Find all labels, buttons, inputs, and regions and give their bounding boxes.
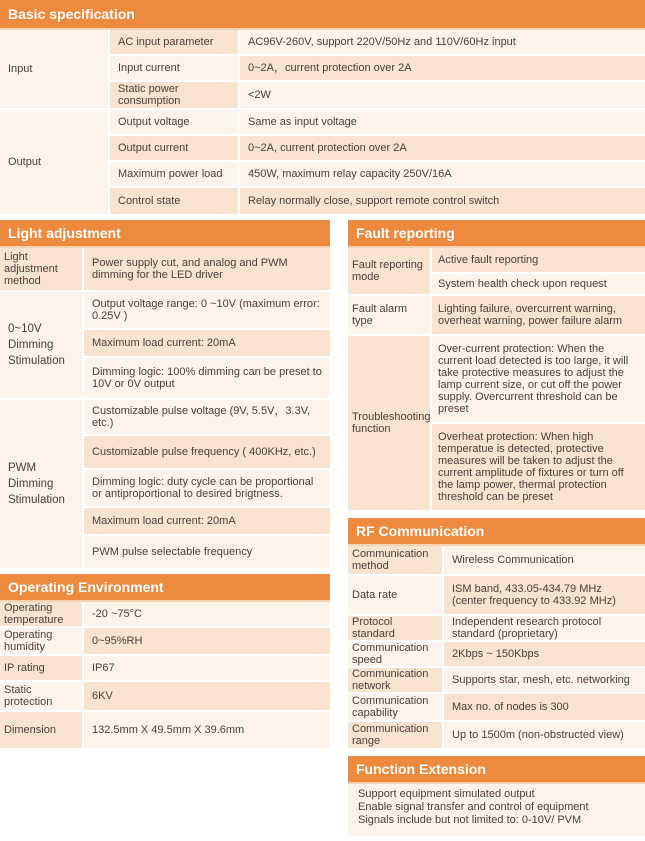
fault-alarm-label: Fault alarm type [348, 296, 430, 334]
param-cell: Protocol standard [348, 616, 442, 640]
pwm-item: Customizable pulse frequency ( 400KHz, etc.) [84, 436, 330, 468]
param-cell: Communication range [348, 722, 442, 748]
value-cell: 6KV [84, 682, 330, 710]
value-cell: Supports star, mesh, etc. networking [444, 668, 645, 692]
value-cell: Up to 1500m (non-obstructed view) [444, 722, 645, 748]
value-cell: 2Kbps ~ 150Kbps [444, 642, 645, 666]
dim010-item: Output voltage range: 0 ~10V (maximum error: 0.25V ) [84, 292, 330, 328]
function-extension-body [348, 784, 645, 836]
value-cell: Same as input voltage [240, 110, 645, 134]
fault-reporting-title: Fault reporting [356, 225, 455, 241]
troubleshooting-item: Overheat protection: When high temperatue is detected, protective measures will be taken to adjust the current amplitude of fixtures or turn off the lamp power, thermal protection threshold can be preset [432, 424, 645, 510]
value-cell: ISM band, 433.05-434.79 MHz (center frequency to 433.92 MHz) [444, 576, 645, 614]
param-cell: Communication method [348, 546, 442, 574]
basic-spec-table [0, 30, 645, 214]
light-adjustment-table [0, 248, 330, 568]
value-cell: 0~2A, current protection over 2A [240, 136, 645, 160]
output-label: Output [0, 110, 108, 214]
basic-spec-title: Basic specification [8, 6, 135, 22]
value-cell: -20 ~75°C [84, 602, 330, 626]
value-cell: 0~95%RH [84, 628, 330, 654]
value-cell: 450W, maximum relay capacity 250V/16A [240, 162, 645, 186]
value-cell: 0~2A，current protection over 2A [240, 56, 645, 80]
function-extension-line: Signals include but not limited to: 0-10V/ PVM [358, 814, 582, 826]
value-cell: Independent research protocol standard (proprietary) [444, 616, 645, 640]
param-cell: Data rate [348, 576, 442, 614]
value-cell: <2W [240, 82, 645, 108]
dim010-label: 0~10V Dimming Stimulation [0, 292, 82, 398]
value-cell: IP67 [84, 656, 330, 680]
pwm-label: PWM Dimming Stimulation [0, 400, 82, 568]
fault-mode-item: Active fault reporting [432, 248, 645, 272]
basic-spec-header [0, 0, 645, 30]
operating-env-header [0, 574, 330, 602]
param-cell: Output current [110, 136, 238, 160]
param-cell: Maximum power load [110, 162, 238, 186]
param-cell: AC input parameter [110, 30, 238, 54]
fault-mode-item: System health check upon request [432, 274, 645, 294]
param-cell: Communication network [348, 668, 442, 692]
operating-env-title: Operating Environment [8, 579, 164, 595]
param-cell: Operating humidity [0, 628, 82, 654]
pwm-item: Dimming logic: duty cycle can be proportional or antiproportional to desired brigtness. [84, 470, 330, 506]
method-label: Light adjustment method [0, 248, 82, 290]
fault-mode-label: Fault reporting mode [348, 248, 430, 294]
troubleshooting-label: Troubleshooting function [348, 336, 430, 510]
pwm-item: Customizable pulse voltage (9V, 5.5V，3.3V, etc.) [84, 400, 330, 434]
param-cell: Dimension [0, 712, 82, 748]
light-adjustment-title: Light adjustment [8, 225, 121, 241]
dim010-item: Maximum load current: 20mA [84, 330, 330, 356]
dim010-item: Dimming logic: 100% dimming can be preset to 10V or 0V output [84, 358, 330, 398]
param-cell: IP rating [0, 656, 82, 680]
param-cell: Communication capability [348, 694, 442, 720]
value-cell: Relay normally close, support remote control switch [240, 188, 645, 214]
fault-reporting-table [348, 248, 645, 510]
function-extension-line: Enable signal transfer and control of equipment [358, 801, 589, 813]
fault-alarm-value: Lighting failure, overcurrent warning, overheat warning, power failure alarm [432, 296, 645, 334]
value-cell: 132.5mm X 49.5mm X 39.6mm [84, 712, 330, 748]
param-cell: Communication speed [348, 642, 442, 666]
function-extension-header [348, 756, 645, 784]
rf-communication-table [348, 546, 645, 748]
function-extension-title: Function Extension [356, 761, 486, 777]
pwm-item: Maximum load current: 20mA [84, 508, 330, 534]
input-label: Input [0, 30, 108, 108]
fault-reporting-header [348, 220, 645, 248]
troubleshooting-item: Over-current protection: When the current load detected is too large, it will take protective measures to adjust the lamp current size, or cut off the power supply. Overcurrent threshold can be preset [432, 336, 645, 422]
light-adjustment-header [0, 220, 330, 248]
value-cell: AC96V-260V, support 220V/50Hz and 110V/60Hz input [240, 30, 645, 54]
rf-communication-title: RF Communication [356, 523, 485, 539]
function-extension-line: Support equipment simulated output [358, 788, 535, 800]
value-cell: Wireless Communication [444, 546, 645, 574]
param-cell: Static protection [0, 682, 82, 710]
param-cell: Operating temperature [0, 602, 82, 626]
method-value: Power supply cut, and analog and PWM dimming for the LED driver [84, 248, 330, 290]
operating-env-table [0, 602, 330, 748]
param-cell: Input current [110, 56, 238, 80]
rf-communication-header [348, 518, 645, 546]
param-cell: Output voltage [110, 110, 238, 134]
pwm-item: PWM pulse selectable frequency [84, 536, 330, 568]
param-cell: Control state [110, 188, 238, 214]
value-cell: Max no. of nodes is 300 [444, 694, 645, 720]
param-cell: Static power consumption [110, 82, 238, 108]
